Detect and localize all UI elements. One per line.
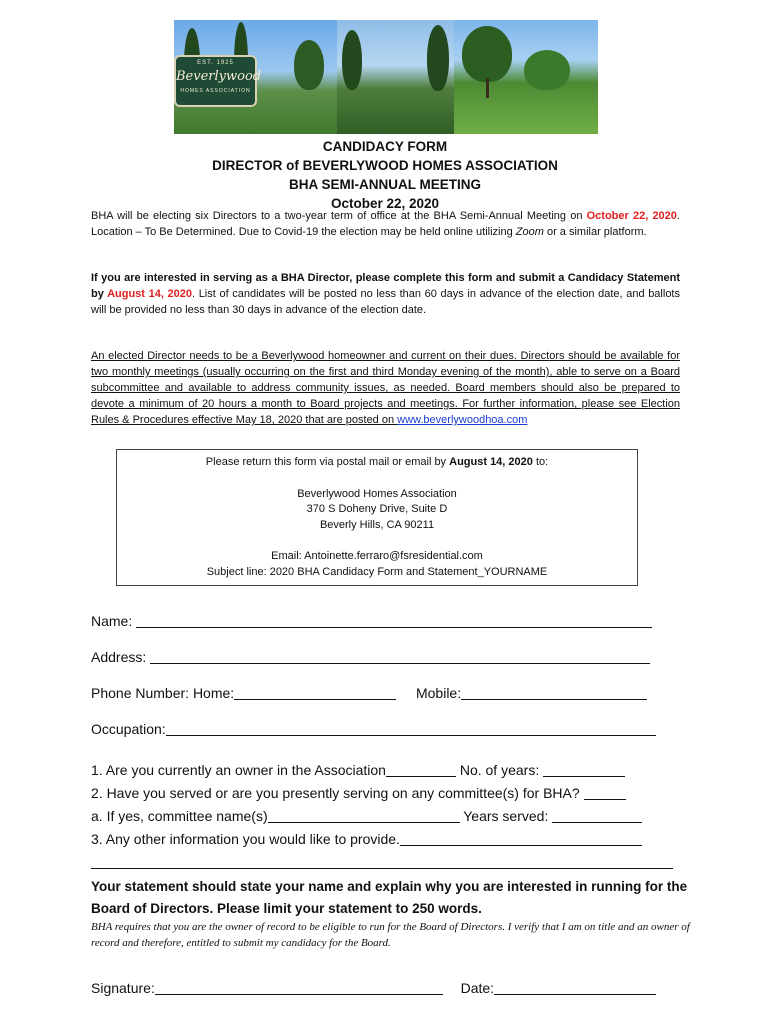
- sign-top-text: EST. 1925: [197, 60, 234, 66]
- name-input-line[interactable]: [136, 613, 652, 628]
- question-3: [91, 831, 642, 847]
- signature-input-line[interactable]: [155, 980, 443, 995]
- form-title-block: [0, 137, 770, 213]
- submit-paragraph: [91, 270, 680, 318]
- ownership-verification: BHA requires that you are the owner of record to be eligible to run for the Board of Directors. I verify that I am on title and an owner of record and therefore, entitled to submit my candidacy for the Board.: [91, 921, 690, 949]
- org-street: 370 S Doheny Drive, Suite D: [306, 503, 448, 515]
- submit-rest-text: . List of candidates will be posted no less than 60 days in advance of the election date, and ballots will be provided no less than 30 days in advance of the election date.: [91, 288, 680, 316]
- name-field: [91, 613, 652, 629]
- return-text: Please return this form via postal mail or email by: [205, 456, 450, 468]
- question-2a-text: a. If yes, committee name(s): [91, 808, 268, 824]
- question-3-text: 3. Any other information you would like to provide.: [91, 831, 400, 847]
- committee-answer-line[interactable]: [584, 785, 626, 800]
- intro-paragraph: [91, 208, 680, 240]
- owner-input-line[interactable]: [386, 762, 456, 777]
- intro-text-3: or a similar platform.: [543, 226, 647, 238]
- intro-text-2: . Location – To Be Determined. Due to Covid-19 the election may be held online utilizing: [91, 210, 680, 238]
- signature-row: [91, 980, 656, 996]
- question-1: [91, 762, 625, 778]
- statement-instructions: Your statement should state your name and explain why you are interested in running for the Board of Directors. Please limit your statement to 250 words.: [91, 879, 688, 916]
- sign-bottom-text: HOMES ASSOCIATION: [180, 88, 251, 94]
- return-email[interactable]: Email: Antoinette.ferraro@fsresidential.com: [271, 550, 483, 562]
- website-link[interactable]: www.beverlywoodhoa.com: [397, 414, 528, 426]
- question-2a: [91, 808, 642, 824]
- other-info-second-line[interactable]: [91, 868, 673, 869]
- meeting-name: BHA SEMI-ANNUAL MEETING: [289, 177, 481, 192]
- question-2-text: 2. Have you served or are you presently serving on any committee(s) for BHA?: [91, 785, 584, 801]
- years-served-input-line[interactable]: [552, 808, 642, 823]
- address-field: [91, 649, 650, 665]
- phone-field: [91, 685, 647, 701]
- park-photo-center: [337, 20, 454, 134]
- requirements-paragraph: [91, 348, 680, 428]
- name-label: Name:: [91, 613, 133, 629]
- return-instructions-box: [116, 449, 638, 586]
- question-1-text: 1. Are you currently an owner in the Association: [91, 762, 386, 778]
- phone-home-input-line[interactable]: [234, 685, 396, 700]
- years-served-label: Years served:: [459, 808, 553, 824]
- org-city: Beverly Hills, CA 90211: [319, 518, 435, 531]
- meeting-date: October 22, 2020: [330, 196, 440, 211]
- occupation-input-line[interactable]: [166, 721, 656, 736]
- question-2: [91, 785, 626, 801]
- years-owner-label: No. of years:: [455, 762, 544, 778]
- mobile-label: Mobile:: [415, 685, 462, 701]
- occupation-label: Occupation:: [91, 721, 166, 737]
- signature-label: Signature:: [91, 980, 155, 996]
- platform-name: Zoom: [515, 226, 544, 238]
- other-info-input-line[interactable]: [400, 831, 642, 846]
- requirements-text: An elected Director needs to be a Beverlywood homeowner and current on their dues. Directors should be available for two monthly meetings (usually occurring on the first and third Monday evening of the month), able to serve on a Board subcommittee and available to address community issues, as needed. Board members should also be prepared to devote a minimum of 20 hours a month to Board projects and meetings. For further information, please see Election Rules & Procedures effective May 18, 2020 that are posted on: [91, 350, 680, 426]
- date-input-line[interactable]: [494, 980, 656, 995]
- date-label: Date:: [460, 980, 495, 996]
- park-photo-right: [454, 20, 598, 134]
- submit-deadline: August 14, 2020: [107, 288, 192, 300]
- committee-name-input-line[interactable]: [268, 808, 460, 823]
- occupation-field: [91, 721, 656, 737]
- form-subtitle: DIRECTOR of BEVERLYWOOD HOMES ASSOCIATION: [212, 158, 558, 173]
- election-date: October 22, 2020: [586, 210, 677, 222]
- return-text-end: to:: [532, 456, 549, 468]
- intro-text: BHA will be electing six Directors to a two-year term of office at the BHA Semi-Annual Meeting on: [91, 210, 587, 222]
- submit-bold-text: If you are interested in serving as a BHA Director, please complete this form and submit a Candidacy Statement by: [91, 272, 680, 300]
- address-input-line[interactable]: [150, 649, 650, 664]
- sign-main-text: Beverlywood: [176, 69, 262, 84]
- years-owner-input-line[interactable]: [543, 762, 625, 777]
- phone-home-label: Phone Number: Home:: [91, 685, 235, 701]
- return-deadline: August 14, 2020: [449, 456, 533, 468]
- address-label: Address:: [91, 649, 147, 665]
- return-subject-line: Subject line: 2020 BHA Candidacy Form and Statement_YOURNAME: [206, 565, 548, 578]
- beverlywood-sign-logo: [174, 55, 262, 107]
- org-name: Beverlywood Homes Association: [297, 487, 457, 500]
- mobile-input-line[interactable]: [461, 685, 647, 700]
- form-title: CANDIDACY FORM: [322, 139, 448, 154]
